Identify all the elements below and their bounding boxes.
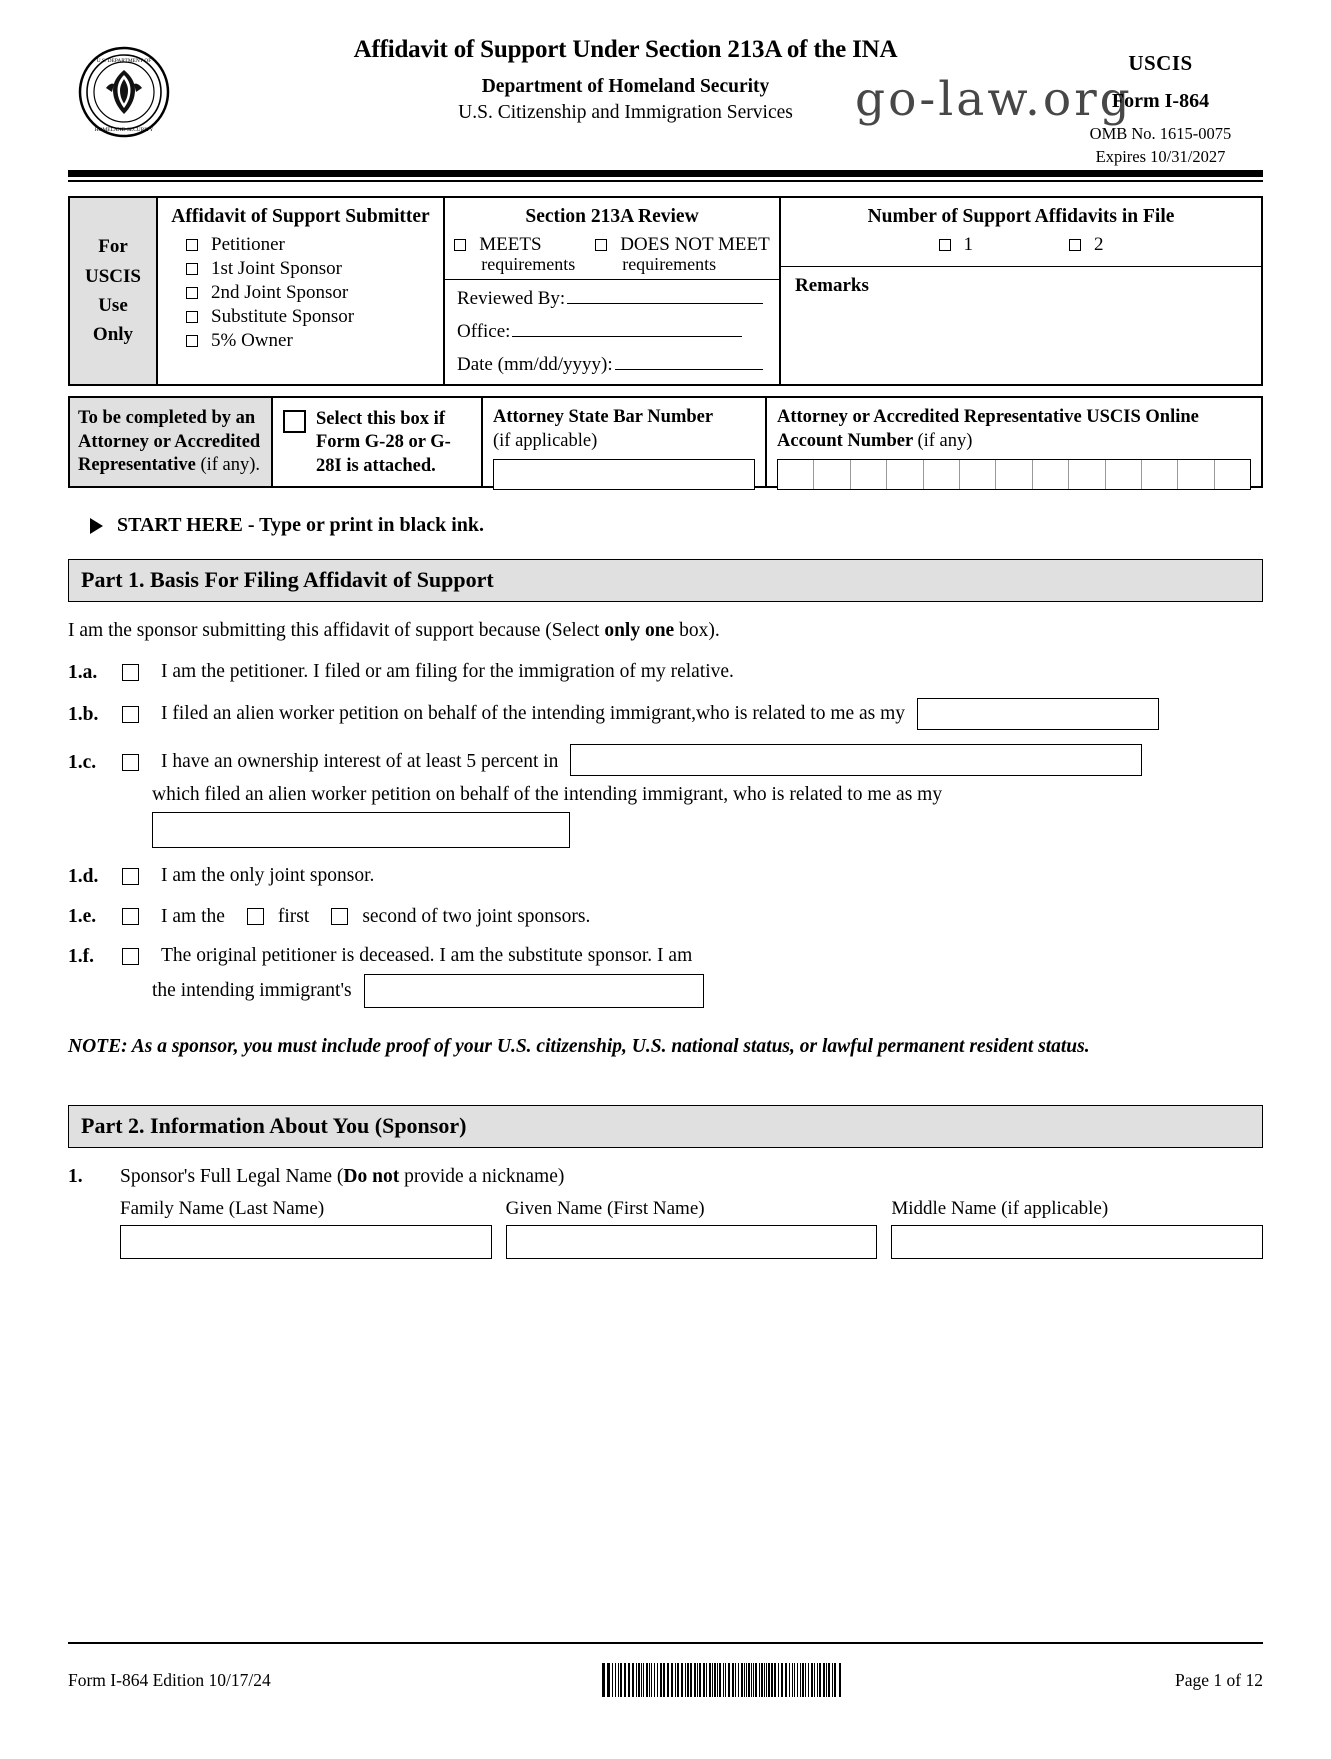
question-1b-text: I filed an alien worker petition on behalf of the intending immigrant,who is related to me as my — [161, 703, 906, 724]
review-option-line2: requirements — [481, 254, 576, 274]
review-options — [445, 234, 779, 275]
part-2-question-1-number: 1. — [68, 1165, 83, 1187]
submitter-option-label: Substitute Sponsor — [211, 306, 355, 327]
given-name-input[interactable] — [506, 1225, 878, 1259]
omb-number: OMB No. 1615-0075 — [1089, 123, 1232, 143]
part-1-intro-bold: only one — [604, 620, 675, 641]
attorney-completed-by-light: (if any). — [200, 455, 261, 476]
checkbox-5-percent-owner[interactable] — [186, 335, 198, 347]
date-label: Date (mm/dd/yyyy): — [457, 354, 613, 375]
account-number-cell[interactable] — [960, 460, 996, 489]
affidavits-option-label: 1 — [963, 234, 973, 255]
question-1a-text: I am the petitioner. I filed or am filing for the immigration of my relative. — [161, 661, 734, 682]
question-1e-option-first: first — [277, 905, 310, 927]
part-2-banner: Part 2. Information About You (Sponsor) — [68, 1105, 1263, 1148]
page-header — [68, 36, 1263, 167]
checkbox-g28-attached[interactable] — [283, 410, 306, 433]
question-1c-input[interactable] — [570, 744, 1142, 776]
account-number-cell[interactable] — [1069, 460, 1105, 489]
agency-name: U.S. Citizenship and Immigration Services — [458, 101, 793, 123]
reviewed-by-input[interactable] — [567, 289, 763, 304]
for-uscis-line-0: For — [98, 236, 128, 258]
form-page — [0, 36, 1331, 1759]
page-footer — [68, 1663, 1263, 1697]
question-1e-option-second: second of two joint sponsors. — [362, 905, 591, 927]
question-1f — [68, 944, 1263, 968]
part-2-q1-bold: Do not — [343, 1165, 400, 1187]
footer-divider — [68, 1642, 1263, 1644]
middle-name-label: Middle Name (if applicable) — [891, 1197, 1109, 1219]
checkbox-2nd-joint-sponsor[interactable] — [186, 287, 198, 299]
affidavits-option-1[interactable] — [939, 234, 974, 256]
checkbox-1st-joint-sponsor[interactable] — [186, 263, 198, 275]
account-number-cell[interactable] — [778, 460, 814, 489]
checkbox-1e[interactable] — [122, 908, 139, 925]
for-uscis-line-3: Only — [92, 324, 134, 346]
svg-text:U.S. DEPARTMENT OF: U.S. DEPARTMENT OF — [96, 58, 152, 64]
note-text: As a sponsor, you must include proof of your U.S. citizenship, U.S. national status, or lawful permanent resident status. — [131, 1036, 1090, 1057]
checkbox-affidavits-1[interactable] — [939, 239, 951, 251]
office-label: Office: — [457, 321, 511, 342]
reviewed-by-row — [457, 288, 779, 310]
review-top — [445, 198, 779, 280]
attorney-section-table — [68, 396, 1263, 488]
date-input[interactable] — [615, 355, 763, 370]
start-here-banner — [90, 514, 1263, 537]
part-1-note — [68, 1034, 1263, 1061]
note-label: NOTE: — [68, 1036, 128, 1057]
checkbox-1b[interactable] — [122, 706, 139, 723]
question-1c-continuation-input[interactable] — [152, 812, 570, 848]
account-number-cell[interactable] — [1106, 460, 1142, 489]
affidavits-options — [781, 234, 1261, 256]
checkbox-does-not-meet-requirements[interactable] — [595, 239, 607, 251]
part-1-intro — [68, 620, 1263, 642]
question-1a-number: 1.a. — [68, 662, 98, 683]
checkbox-1c[interactable] — [122, 754, 139, 771]
review-option-meets[interactable] — [454, 234, 575, 275]
checkbox-1e-second[interactable] — [331, 908, 348, 925]
page-title: Affidavit of Support Under Section 213A of the INA — [353, 36, 898, 63]
g28-attached-label: Select this box if Form G-28 or G-28I is attached. — [316, 409, 451, 476]
question-1c-text: I have an ownership interest of at least 5 percent in — [161, 751, 559, 772]
question-1b-input[interactable] — [917, 698, 1159, 730]
checkbox-affidavits-2[interactable] — [1069, 239, 1081, 251]
submitter-option-label: 1st Joint Sponsor — [211, 258, 342, 279]
submitter-option-2nd-joint-sponsor[interactable] — [186, 282, 443, 304]
question-1f-continuation-text: the intending immigrant's — [152, 980, 352, 1001]
uscis-wordmark: USCIS — [1128, 51, 1193, 75]
part-1-banner: Part 1. Basis For Filing Affidavit of Support — [68, 559, 1263, 602]
affidavit-submitter-heading: Affidavit of Support Submitter — [171, 206, 430, 227]
form-number: Form I-864 — [1111, 89, 1210, 112]
barcode-bar — [841, 1663, 844, 1697]
part-1-intro-a: I am the sponsor submitting this affidavit of support because (Select — [68, 620, 605, 641]
question-1a — [68, 660, 1263, 684]
part-2-question-1-text — [120, 1166, 564, 1188]
submitter-option-label: 2nd Joint Sponsor — [211, 282, 349, 303]
review-entry-lines — [445, 280, 779, 387]
account-number-cell[interactable] — [1142, 460, 1178, 489]
review-option-does-not-meet[interactable] — [595, 234, 770, 275]
review-option-line1: MEETS — [479, 234, 542, 255]
affidavits-option-label: 2 — [1094, 234, 1104, 255]
family-name-field-group — [120, 1198, 492, 1259]
date-row — [457, 354, 779, 376]
reviewed-by-label: Reviewed By: — [457, 288, 566, 309]
attorney-online-account-label — [777, 405, 1251, 453]
barcode-icon — [602, 1663, 844, 1697]
expiration-date: Expires 10/31/2027 — [1095, 147, 1226, 167]
for-uscis-use-only-label — [70, 198, 158, 384]
account-number-cell[interactable] — [1215, 460, 1250, 489]
attorney-bar-number-label — [493, 405, 755, 453]
page-number-label: Page 1 of 12 — [1175, 1669, 1263, 1690]
account-number-cell[interactable] — [924, 460, 960, 489]
attorney-bar-number-input[interactable] — [493, 459, 755, 490]
attorney-online-account-input[interactable] — [777, 459, 1251, 490]
checkbox-1e-first[interactable] — [247, 908, 264, 925]
question-1d-text: I am the only joint sponsor. — [161, 865, 375, 886]
family-name-label: Family Name (Last Name) — [120, 1197, 325, 1219]
part-2-q1-a: Sponsor's Full Legal Name ( — [120, 1165, 344, 1187]
attorney-bar-number-bold: Attorney State Bar Number — [493, 407, 714, 427]
account-number-cell[interactable] — [887, 460, 923, 489]
triangle-right-icon — [90, 518, 103, 534]
svg-text:HOMELAND SECURITY: HOMELAND SECURITY — [94, 127, 154, 133]
attorney-online-account-cell — [767, 398, 1261, 486]
dhs-seal-icon — [78, 46, 170, 138]
affidavit-submitter-section — [158, 198, 445, 384]
attorney-bar-number-cell — [483, 398, 767, 486]
uscis-use-only-table — [68, 196, 1263, 386]
for-uscis-line-1: USCIS — [85, 265, 141, 287]
checkbox-meets-requirements[interactable] — [454, 239, 466, 251]
attorney-online-account-light: (if any) — [917, 431, 973, 452]
question-1d-number: 1.d. — [68, 866, 99, 887]
question-1e — [68, 904, 1263, 928]
question-1d — [68, 864, 1263, 888]
submitter-option-label: 5% Owner — [211, 330, 293, 351]
checkbox-petitioner[interactable] — [186, 239, 198, 251]
submitter-option-5-percent-owner[interactable] — [186, 330, 443, 352]
submitter-option-petitioner[interactable] — [186, 234, 443, 256]
department-name: Department of Homeland Security — [481, 75, 770, 97]
section-213a-review-section — [445, 198, 781, 384]
section-213a-review-heading: Section 213A Review — [525, 206, 699, 227]
account-number-cell[interactable] — [1178, 460, 1214, 489]
family-name-input[interactable] — [120, 1225, 492, 1259]
question-1c-continuation-text: which filed an alien worker petition on behalf of the intending immigrant, who is related to me as my — [152, 784, 943, 805]
account-number-cell[interactable] — [996, 460, 1032, 489]
account-number-cell[interactable] — [1033, 460, 1069, 489]
header-rule-thin — [68, 180, 1263, 182]
review-option-line2: requirements — [622, 254, 717, 274]
attorney-bar-number-light: (if applicable) — [493, 431, 598, 452]
checkbox-1d[interactable] — [122, 868, 139, 885]
part-2-q1-b: provide a nickname) — [399, 1165, 565, 1187]
question-1f-continuation-row — [152, 974, 1263, 1008]
middle-name-input[interactable] — [891, 1225, 1263, 1259]
account-number-cell[interactable] — [851, 460, 887, 489]
sponsor-name-fields — [120, 1198, 1263, 1259]
header-rule-thick — [68, 170, 1263, 177]
question-1f-continuation-input[interactable] — [364, 974, 704, 1008]
for-uscis-line-2: Use — [98, 295, 128, 316]
question-1e-number: 1.e. — [68, 906, 97, 927]
checkbox-1f[interactable] — [122, 948, 139, 965]
office-row — [457, 321, 779, 343]
question-1e-text-a: I am the — [161, 905, 225, 927]
form-edition-label: Form I-864 Edition 10/17/24 — [68, 1669, 271, 1690]
question-1c — [68, 750, 1263, 776]
question-1b-number: 1.b. — [68, 704, 99, 725]
affidavits-heading: Number of Support Affidavits in File — [867, 206, 1175, 227]
part-2-question-1 — [68, 1166, 1263, 1188]
question-1c-number: 1.c. — [68, 752, 97, 773]
start-here-label: START HERE - Type or print in black ink. — [117, 514, 484, 536]
question-1f-text: The original petitioner is deceased. I am the substitute sponsor. I am — [161, 945, 693, 966]
middle-name-field-group — [891, 1198, 1263, 1259]
affidavits-option-2[interactable] — [1069, 234, 1104, 256]
watermark-text: go-law.org — [855, 72, 1133, 127]
attorney-completed-by-bold: To be completed by an Attorney or Accredited Representative — [78, 408, 261, 476]
part-1-intro-b: box). — [674, 620, 720, 641]
attorney-completed-by-label — [70, 398, 273, 486]
submitter-option-substitute-sponsor[interactable] — [186, 306, 443, 328]
account-number-cell[interactable] — [814, 460, 850, 489]
submitter-option-1st-joint-sponsor[interactable] — [186, 258, 443, 280]
header-right-block — [1058, 50, 1263, 168]
question-1f-number: 1.f. — [68, 946, 94, 967]
submitter-option-label: Petitioner — [211, 234, 285, 255]
g28-attached-cell[interactable] — [273, 398, 483, 486]
number-of-affidavits-section — [781, 198, 1261, 384]
remarks-label: Remarks — [795, 275, 869, 296]
question-1b — [68, 702, 1263, 730]
given-name-field-group — [506, 1198, 878, 1259]
given-name-label: Given Name (First Name) — [505, 1197, 705, 1219]
checkbox-1a[interactable] — [122, 664, 139, 681]
checkbox-substitute-sponsor[interactable] — [186, 311, 198, 323]
review-option-line1: DOES NOT MEET — [620, 234, 770, 255]
attorney-online-account-bold: Attorney or Accredited Representative USCIS Online Account Number — [777, 407, 1199, 452]
affidavits-top — [781, 198, 1261, 267]
office-input[interactable] — [512, 322, 742, 337]
